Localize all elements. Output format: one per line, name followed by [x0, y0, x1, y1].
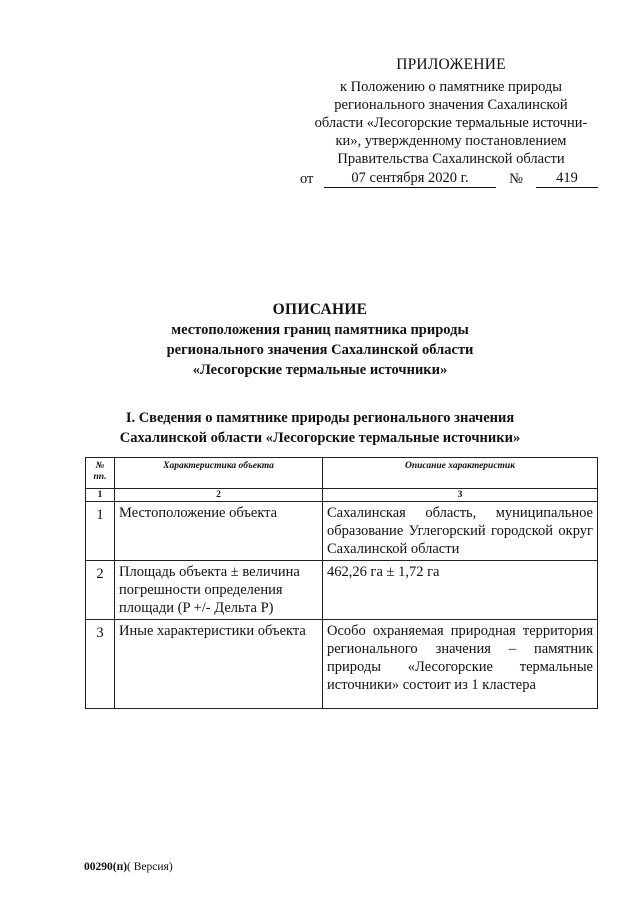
appendix-block: [300, 56, 602, 188]
appendix-title: ПРИЛОЖЕНИЕ: [396, 56, 506, 73]
row-number: 1: [86, 502, 115, 561]
row-number: 2: [86, 561, 115, 620]
appendix-line: области «Лесогорские термальные источни-: [314, 115, 588, 131]
column-number: 1: [86, 489, 115, 502]
appendix-line: ки», утвержденному постановлением: [335, 133, 567, 149]
object-info-table: [85, 457, 598, 709]
row-description: Особо охраняемая природная территория регионального значения – памятник природы «Лесогорские термальные источники» состоит из 1 кластера: [323, 620, 598, 709]
appendix-line: к Положению о памятнике природы: [339, 79, 563, 95]
header-number-line: №: [95, 461, 105, 471]
table-row: [86, 561, 598, 620]
appendix-line: Правительства Сахалинской области: [337, 151, 565, 167]
header-description: Описание характеристик: [323, 458, 598, 489]
section-title: [80, 408, 560, 448]
column-number: 3: [323, 489, 598, 502]
decree-from-label: от: [300, 171, 314, 187]
section-line: Сахалинской области «Лесогорские термальные источники»: [119, 430, 521, 446]
header-number-line: пп.: [93, 472, 107, 482]
document-code: 00290(п): [84, 861, 128, 873]
row-characteristic: Иные характеристики объекта: [115, 620, 323, 709]
header-number: [86, 458, 115, 489]
row-characteristic: Местоположение объекта: [115, 502, 323, 561]
decree-number-label: №: [509, 171, 523, 187]
section-line: I. Сведения о памятнике природы регионального значения: [125, 410, 515, 426]
document-title: ОПИСАНИЕ: [272, 301, 368, 318]
heading-line: регионального значения Сахалинской области: [166, 342, 474, 358]
header-characteristic: Характеристика объекта: [115, 458, 323, 489]
table-row: [86, 502, 598, 561]
row-description: Сахалинская область, муниципальное образование Углегорский городской округ Сахалинской области: [323, 502, 598, 561]
column-number-row: [86, 489, 598, 502]
document-footer: [84, 861, 173, 873]
heading-line: «Лесогорские термальные источники»: [192, 362, 448, 378]
appendix-line: регионального значения Сахалинской: [334, 97, 568, 113]
document-heading: [100, 300, 540, 380]
table-header-row: [86, 458, 598, 489]
heading-line: местоположения границ памятника природы: [171, 322, 469, 338]
column-number: 2: [115, 489, 323, 502]
row-description: 462,26 га ± 1,72 га: [323, 561, 598, 620]
document-version: ( Версия): [127, 861, 173, 873]
decree-number: 419: [536, 169, 598, 188]
row-characteristic: Площадь объекта ± величина погрешности определения площади (P +/- Дельта P): [115, 561, 323, 620]
row-number: 3: [86, 620, 115, 709]
table-row: [86, 620, 598, 709]
decree-reference: [300, 169, 602, 188]
decree-date: 07 сентября 2020 г.: [324, 169, 496, 188]
